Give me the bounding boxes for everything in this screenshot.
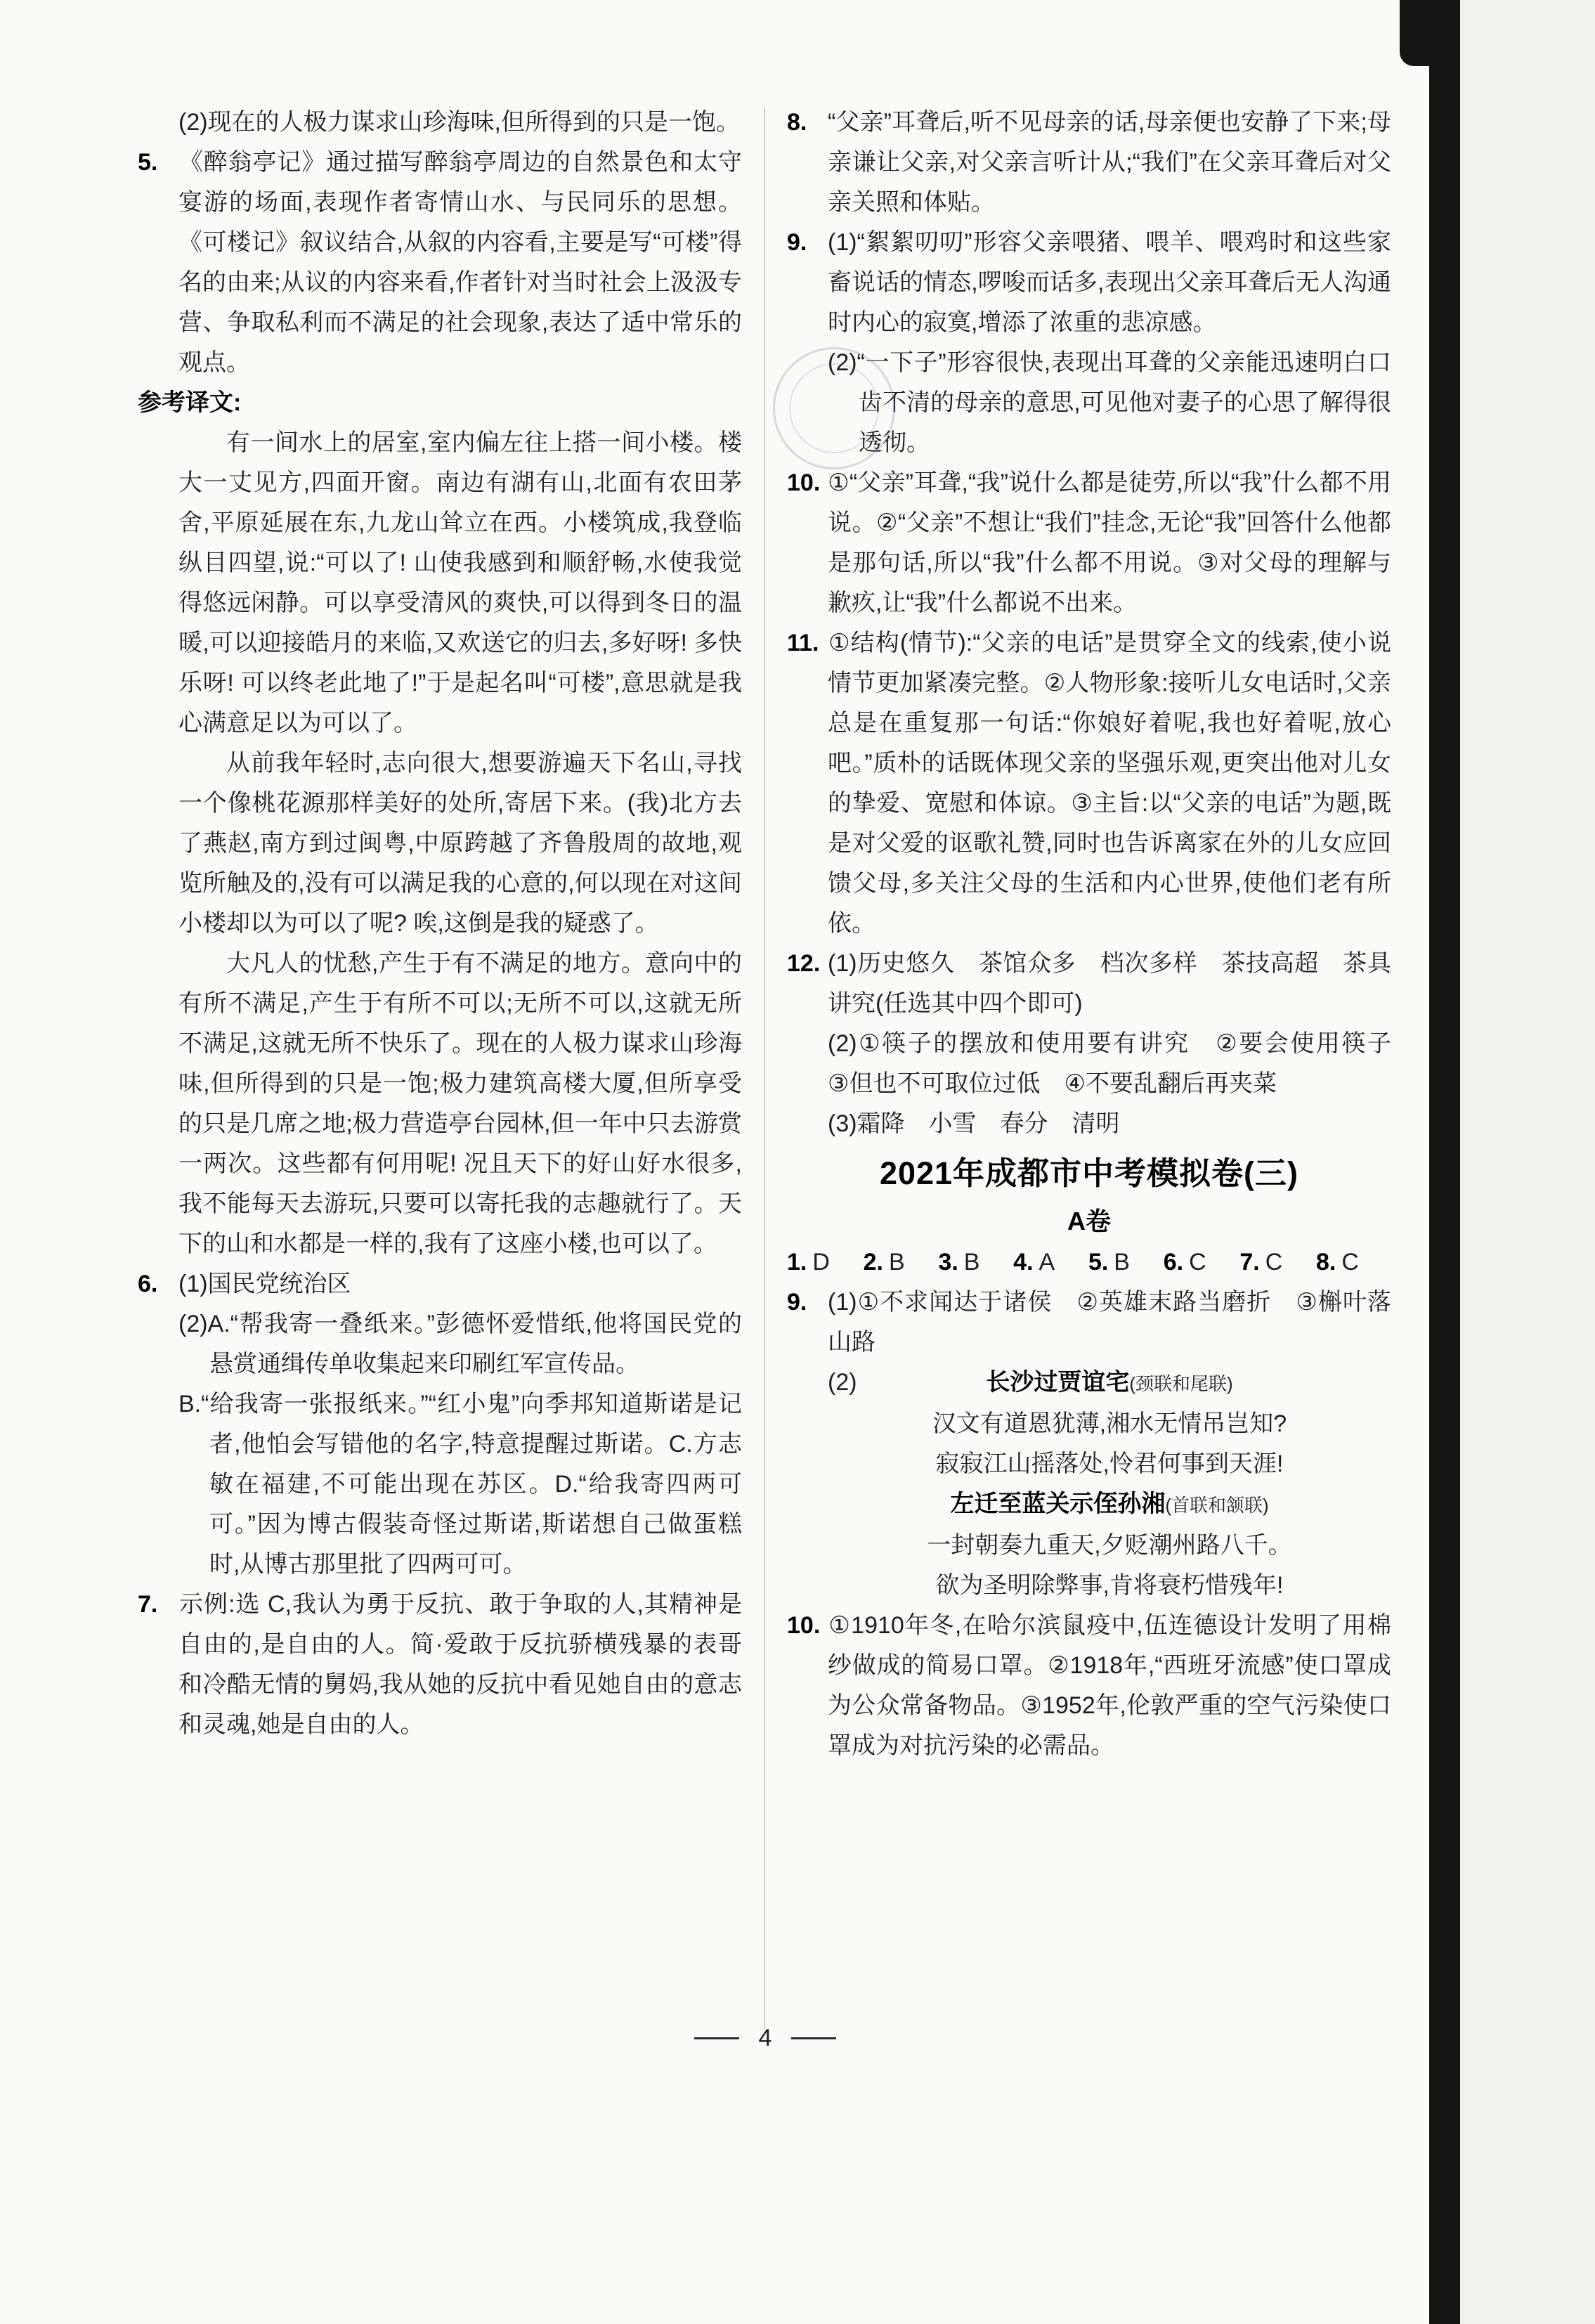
answer-item-6 (138, 1264, 742, 1304)
answer-pair-7 (1239, 1242, 1282, 1283)
answer-continuation: (2)现在的人极力谋求山珍海味,但所得到的只是一饱。 (178, 109, 740, 136)
answer-letter: B (963, 1249, 980, 1275)
answer-letter: A (1039, 1249, 1055, 1275)
answer-number: 8. (1315, 1249, 1336, 1275)
item-number: 8. (787, 109, 807, 136)
answer-item-5 (138, 143, 742, 383)
item-text: ①结构(情节):“父亲的电话”是贯穿全文的线索,使小说情节更加紧凑完整。②人物形象:接听儿女电话时,父亲总是在重复那一句话:“你娘好着呢,我也好着呢,放心吧。”质朴的话既体现父亲的坚强乐观,更突出他对儿女的挚爱、宽慰和体谅。③主旨:以“父亲的电话”为题,既是对父爱的讴歌礼赞,同时也告诉离家在外的儿女应回馈父母,多关注父母的生活和内心世界,使他们老有所依。 (828, 630, 1391, 937)
poem-name: 长沙过贾谊宅 (986, 1369, 1130, 1396)
poem-line: 汉文有道恩犹薄,湘水无情吊岂知? (932, 1410, 1287, 1437)
footer-rule-left (694, 2037, 739, 2039)
answer-sub-9-2: (2)“一下子”形容很快,表现出耳聋的父亲能迅速明白口齿不清的母亲的意思,可见他对妻子的心思了解得很透彻。 (828, 349, 1391, 456)
answer-sub-6-bcd: B.“给我寄一张报纸来。”“红小鬼”向季邦知道斯诺是记者,他怕会写错他的名字,特意提醒过斯诺。C.方志敏在福建,不可能出现在苏区。D.“给我寄四两可可。”因为博古假装奇怪过斯诺,斯诺想自己做蛋糕时,从博古那里批了四两可可。 (178, 1391, 742, 1578)
answer-pair-6 (1164, 1242, 1206, 1283)
item-text: (1)①不求闻达于诸侯 ②英雄末路当磨折 ③槲叶落山路 (828, 1289, 1391, 1356)
scan-corner-mark (1400, 0, 1460, 66)
poem-line: 一封朝奏九重天,夕贬潮州路八千。 (927, 1532, 1292, 1559)
answer-pair-4 (1013, 1242, 1055, 1283)
item-number: 10. (787, 1612, 821, 1639)
left-column (138, 103, 742, 1745)
poem-title-1 (828, 1363, 1391, 1404)
answer-pair-5 (1088, 1242, 1130, 1283)
translation-paragraph-1: 有一间水上的居室,室内偏左往上搭一间小楼。楼大一丈见方,四面开窗。南边有湖有山,北面有农田茅舍,平原延展在东,九龙山耸立在西。小楼筑成,我登临纵目四望,说:“可以了! 山使我感到和顺舒畅,水使我觉得悠远闲静。可以享受清风的爽快,可以得到冬日的温暖,可以迎接皓月的来临,又欢送它的归去,多好呀! 多快乐呀! 可以终老此地了!”于是起名叫“可楼”,意思就是我心满意足以为可以了。 (178, 429, 742, 736)
item-number: 12. (787, 950, 821, 977)
answer-letter: B (889, 1249, 905, 1275)
poem-note: (首联和颔联) (1165, 1495, 1269, 1516)
poem-line: 欲为圣明除弊事,肯将衰朽惜残年! (935, 1572, 1284, 1599)
answer-pair-1 (787, 1242, 830, 1283)
item-text: (1)“絮絮叨叨”形容父亲喂猪、喂羊、喂鸡时和这些家畜说话的情态,啰唆而话多,表现出父亲耳聋后无人沟通时内心的寂寞,增添了浓重的悲凉感。 (828, 229, 1391, 336)
answer-item-11 (787, 623, 1391, 944)
exam-paper-title: 2021年成都市中考模拟卷(三) (879, 1155, 1299, 1191)
answer-letter: B (1114, 1249, 1130, 1275)
answer-pair-8 (1316, 1242, 1359, 1283)
page-footer (138, 2024, 1393, 2052)
item-text: 示例:选 C,我认为勇于反抗、敢于争取的人,其精神是自由的,是自由的人。简·爱敢于反抗骄横残暴的表哥和冷酷无情的舅妈,我从她的反抗中看见她自由的意志和灵魂,她是自由的人。 (178, 1591, 742, 1738)
answer-number: 5. (1088, 1249, 1109, 1275)
poem-line: 寂寂江山摇落处,怜君何事到天涯! (935, 1450, 1284, 1477)
item-number: 10. (787, 469, 821, 496)
column-divider (764, 107, 765, 2030)
answer-number: 2. (863, 1249, 883, 1275)
item-text: ①“父亲”耳聋,“我”说什么都是徒劳,所以“我”什么都不用说。②“父亲”不想让“我们”挂念,无论“我”回答什么他都是那句话,所以“我”什么都不用说。③对父母的理解与歉疚,让“我”什么都说不出来。 (828, 469, 1391, 616)
exam-section-a: A卷 (1067, 1207, 1111, 1235)
answer-item-10 (787, 463, 1391, 623)
answer-item-7 (138, 1585, 742, 1745)
item-text: “父亲”耳聋后,听不见母亲的话,母亲便也安静了下来;母亲谦让父亲,对父亲言听计从;“我们”在父亲耳聋后对父亲关照和体贴。 (828, 109, 1391, 216)
answer-item-12 (787, 944, 1391, 1024)
answer-pair-2 (864, 1242, 905, 1283)
item-text: (1)历史悠久 茶馆众多 档次多样 茶技高超 茶具讲究(任选其中四个即可) (828, 950, 1391, 1017)
answer-number: 1. (787, 1249, 807, 1275)
footer-rule-right (791, 2037, 836, 2039)
answer-item-10b (787, 1606, 1391, 1766)
answer-item-9b (787, 1283, 1391, 1363)
binding-shadow (1429, 0, 1460, 2324)
item-number: 7. (138, 1591, 158, 1618)
answer-letter: C (1265, 1249, 1283, 1275)
answer-letter: D (812, 1249, 830, 1275)
reference-translation-heading: 参考译文: (138, 389, 242, 416)
answer-item-9 (787, 223, 1391, 343)
answer-item-8 (787, 103, 1391, 223)
sub-question-label: (2) (828, 1369, 857, 1396)
item-text: ①1910年冬,在哈尔滨鼠疫中,伍连德设计发明了用棉纱做成的简易口罩。②1918年,“西班牙流感”使口罩成为公众常备物品。③1952年,伦敦严重的空气污染使口罩成为对抗污染的必需品。 (828, 1612, 1391, 1759)
poem-note: (颈联和尾联) (1129, 1373, 1233, 1394)
answer-letter: C (1341, 1249, 1359, 1275)
answer-letter: C (1189, 1249, 1206, 1275)
answer-sub-12-2: (2)①筷子的摆放和使用要有讲究 ②要会使用筷子 ③但也不可取位过低 ④不要乱翻后再夹菜 (828, 1030, 1415, 1097)
poem-title-2 (828, 1484, 1391, 1526)
item-number: 5. (138, 149, 158, 176)
answer-sub-12-3: (3)霜降 小雪 春分 清明 (828, 1110, 1120, 1137)
answer-number: 3. (938, 1249, 958, 1275)
translation-paragraph-3: 大凡人的忧愁,产生于有不满足的地方。意向中的有所不满足,产生于有所不可以;无所不可以,这就无所不满足,这就无所不快乐了。现在的人极力谋求山珍海味,但所得到的只是一饱;极力建筑高楼大厦,但所享受的只是几席之地;极力营造亭台园林,但一年中只去游赏一两次。这些都有何用呢! 况且天下的好山好水很多,我不能每天去游玩,只要可以寄托我的志趣就行了。天下的山和水都是一样的,我有了这座小楼,也可以了。 (178, 950, 742, 1257)
answer-number: 6. (1163, 1249, 1184, 1275)
translation-paragraph-2: 从前我年轻时,志向很大,想要游遍天下名山,寻找一个像桃花源那样美好的处所,寄居下来。(我)北方去了燕赵,南方到过闽粤,中原跨越了齐鲁殷周的故地,观览所触及的,没有可以满足我的心意的,何以现在对这间小楼却以为可以了呢? 唉,这倒是我的疑惑了。 (178, 750, 742, 937)
right-column (787, 103, 1415, 1766)
item-number: 11. (787, 630, 819, 656)
poem-name: 左迁至蓝关示侄孙湘 (950, 1491, 1166, 1517)
multiple-choice-answers (787, 1242, 1391, 1283)
item-number: 9. (787, 229, 807, 256)
answer-number: 7. (1239, 1249, 1260, 1275)
answer-pair-3 (938, 1242, 979, 1283)
page-number: 4 (758, 2025, 772, 2051)
page-edge (1460, 0, 1595, 2324)
item-text: 《醉翁亭记》通过描写醉翁亭周边的自然景色和太守宴游的场面,表现作者寄情山水、与民同乐的思想。《可楼记》叙议结合,从叙的内容看,主要是写“可楼”得名的由来;从议的内容来看,作者针对当时社会上汲汲专营、争取私利而不满足的社会现象,表达了适中常乐的观点。 (178, 149, 742, 376)
answer-sub-6-2: (2)A.“帮我寄一叠纸来。”彭德怀爱惜纸,他将国民党的悬赏通缉传单收集起来印刷红军宣传品。 (178, 1311, 742, 1377)
answer-number: 4. (1013, 1249, 1034, 1275)
item-number: 9. (787, 1289, 807, 1316)
item-number: 6. (138, 1271, 158, 1297)
item-text: (1)国民党统治区 (178, 1271, 351, 1297)
poem-section (828, 1363, 1391, 1606)
